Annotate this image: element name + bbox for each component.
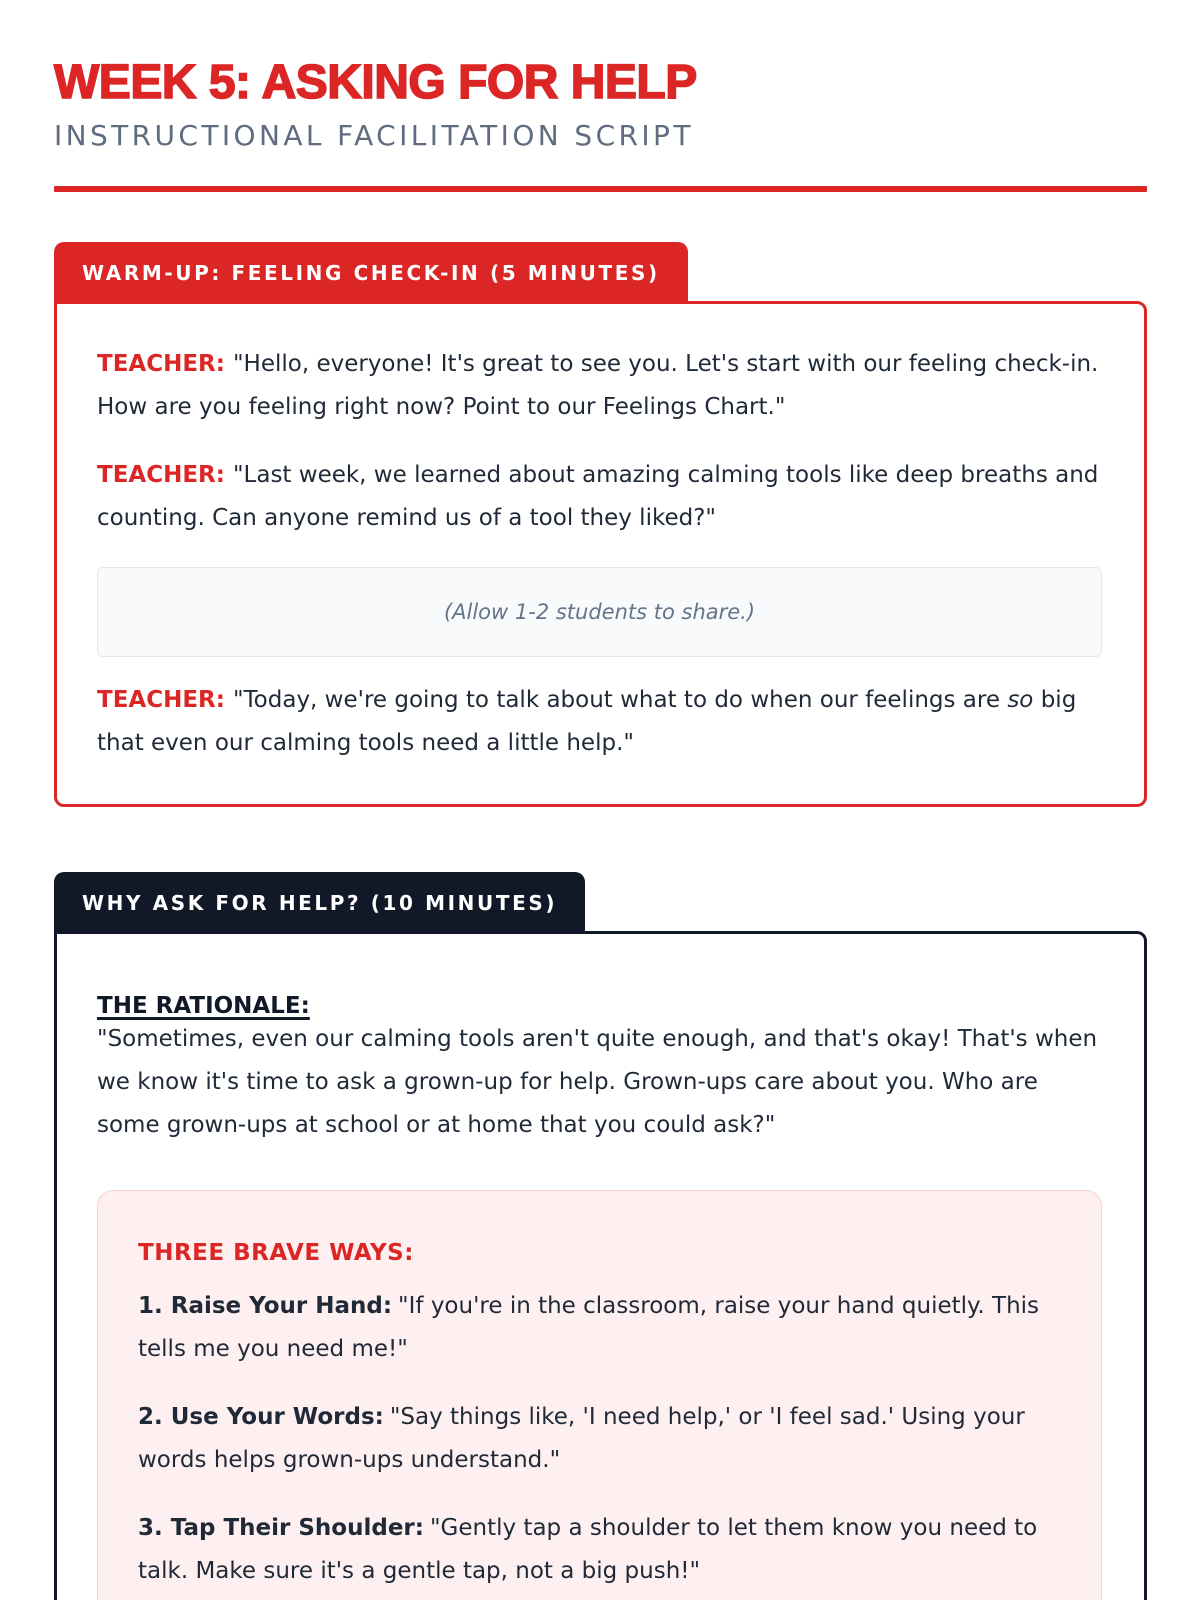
why-section xyxy=(54,931,1147,1600)
warmup-section-tab: WARM-UP: FEELING CHECK-IN (5 MINUTES) xyxy=(54,242,688,305)
rationale-heading: THE RATIONALE: xyxy=(97,993,310,1019)
facilitator-note: (Allow 1-2 students to share.) xyxy=(97,567,1102,657)
warmup-section xyxy=(54,301,1147,807)
warmup-line-1-text: "Hello, everyone! It's great to see you. Let's start with our feeling check-in. How are you feeling right now? Point to our Feelings Chart." xyxy=(97,351,1099,420)
brave-way-lead: 1. Raise Your Hand: xyxy=(138,1293,393,1319)
rationale-text: "Sometimes, even our calming tools aren't quite enough, and that's okay! That's when we know it's time to ask a grown-up for help. Grown-ups care about you. Who are some grown-ups at school or at home that you could ask?" xyxy=(97,1026,1098,1138)
title-divider xyxy=(54,186,1147,192)
teacher-label: TEACHER: xyxy=(97,687,225,713)
brave-way-text: "Say things like, 'I need help,' or 'I feel sad.' Using your words helps grown-ups understand." xyxy=(138,1404,1025,1473)
warmup-line-2-text: "Last week, we learned about amazing calming tools like deep breaths and counting. Can anyone remind us of a tool they liked?" xyxy=(97,462,1099,531)
warmup-teacher-line-1 xyxy=(97,343,1102,429)
why-section-tab: WHY ASK FOR HELP? (10 MINUTES) xyxy=(54,872,585,935)
brave-way-item xyxy=(138,1396,1063,1482)
brave-ways-heading: THREE BRAVE WAYS: xyxy=(138,1240,414,1266)
warmup-teacher-line-3 xyxy=(97,679,1102,765)
brave-way-item xyxy=(138,1285,1063,1371)
warmup-line-3-after: big that even our calming tools need a little help." xyxy=(97,687,1077,756)
teacher-label: TEACHER: xyxy=(97,351,225,377)
page-title: WEEK 5: ASKING FOR HELP xyxy=(54,56,697,109)
brave-way-text: "Gently tap a shoulder to let them know you need to talk. Make sure it's a gentle tap, not a big push!" xyxy=(138,1515,1038,1584)
warmup-teacher-line-2 xyxy=(97,454,1102,540)
brave-way-lead: 2. Use Your Words: xyxy=(138,1404,384,1430)
teacher-label: TEACHER: xyxy=(97,462,225,488)
brave-way-text: "If you're in the classroom, raise your hand quietly. This tells me you need me!" xyxy=(138,1293,1040,1362)
warmup-line-3-before: "Today, we're going to talk about what to do when our feelings are xyxy=(232,687,1008,713)
brave-way-lead: 3. Tap Their Shoulder: xyxy=(138,1515,424,1541)
brave-way-item xyxy=(138,1507,1063,1593)
warmup-line-3-emphasis: so xyxy=(1007,687,1034,713)
page-subtitle: INSTRUCTIONAL FACILITATION SCRIPT xyxy=(54,119,694,152)
three-brave-ways-panel xyxy=(97,1190,1102,1600)
